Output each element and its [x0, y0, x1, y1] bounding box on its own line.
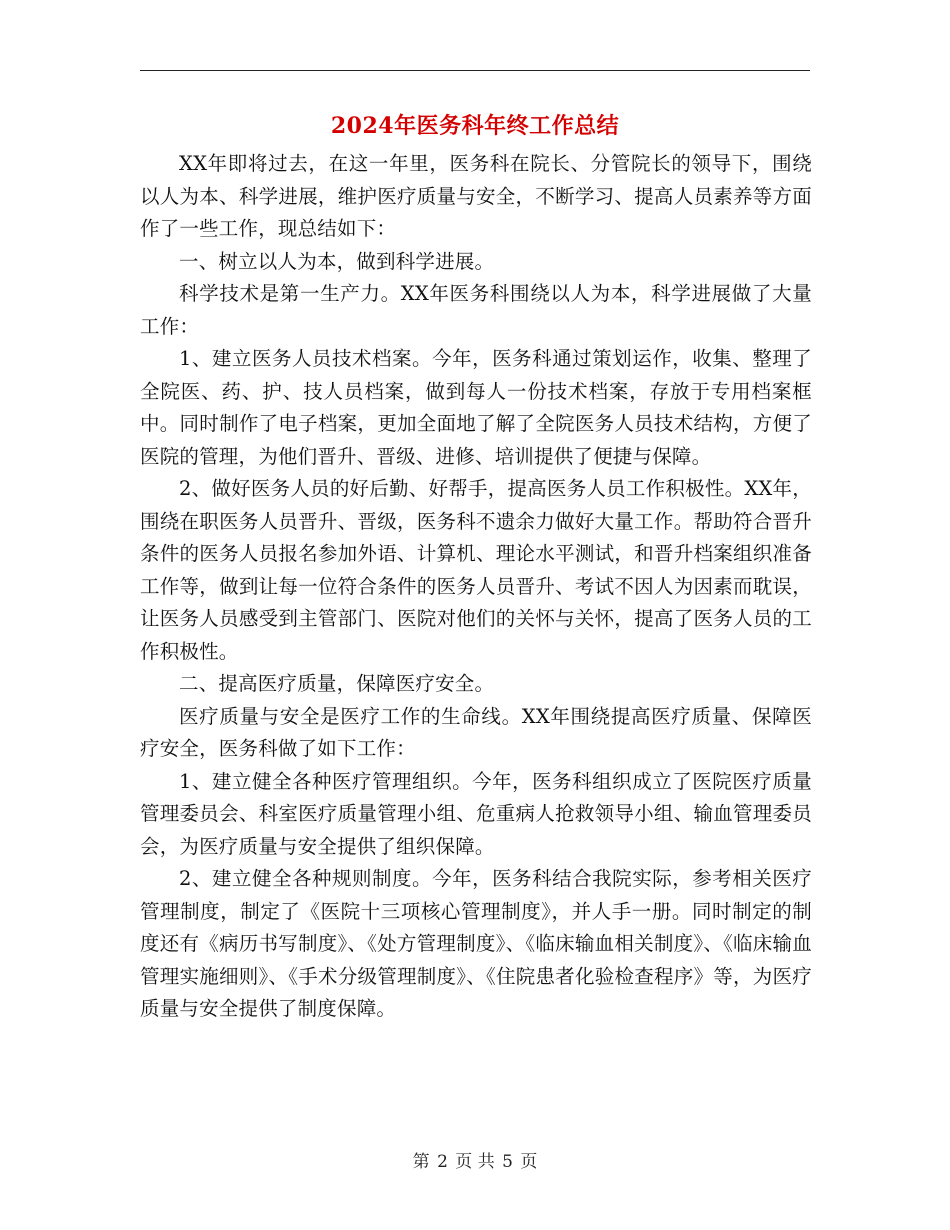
page-number-total: 5 [502, 1152, 513, 1172]
page-number-suffix: 页 [520, 1152, 538, 1172]
page-number-mid: 页 共 [455, 1152, 495, 1172]
paragraph-intro: XX年即将过去，在这一年里，医务科在院长、分管院长的领导下，围绕以人为本、科学进展，维护医疗质量与安全，不断学习、提高人员素养等方面作了一些工作，现总结如下： [140, 152, 812, 240]
paragraph: 2、做好医务人员的好后勤、好帮手，提高医务人员工作积极性。XX年，围绕在职医务人员晋升、晋级，医务科不遗余力做好大量工作。帮助符合晋升条件的医务人员报名参加外语、计算机、理论水平测试，和晋升档案组织准备工作等，做到让每一位符合条件的医务人员晋升、考试不因人为因素而耽误，让医务人员感受到主管部门、医院对他们的关怀与关怀，提高了医务人员的工作积极性。 [140, 477, 812, 663]
paragraph: 医疗质量与安全是医疗工作的生命线。XX年围绕提高医疗质量、保障医疗安全，医务科做了如下工作： [140, 704, 812, 760]
page-footer [0, 1150, 950, 1174]
paragraph: 1、建立医务人员技术档案。今年，医务科通过策划运作，收集、整理了全院医、药、护、技人员档案，做到每人一份技术档案，存放于专用档案框中。同时制作了电子档案，更加全面地了解了全院医务人员技术结构，方便了医院的管理，为他们晋升、晋级、进修、培训提供了便捷与保障。 [140, 347, 812, 468]
page-number-prefix: 第 [412, 1152, 430, 1172]
page-number-current: 2 [437, 1152, 448, 1172]
section-heading-1: 一、树立以人为本，做到科学进展。 [179, 249, 495, 273]
header-rule [140, 70, 810, 71]
paragraph: 1、建立健全各种医疗管理组织。今年，医务科组织成立了医院医疗质量管理委员会、科室医疗质量管理小组、危重病人抢救领导小组、输血管理委员会，为医疗质量与安全提供了组织保障。 [140, 769, 812, 858]
section-heading-2: 二、提高医疗质量，保障医疗安全。 [179, 672, 495, 695]
document-title: 2024年医务科年终工作总结 [330, 113, 620, 139]
document-body [140, 148, 812, 1026]
paragraph: 科学技术是第一生产力。XX年医务科围绕以人为本，科学进展做了大量工作： [140, 282, 812, 338]
paragraph: 2、建立健全各种规则制度。今年，医务科结合我院实际，参考相关医疗管理制度，制定了《医院十三项核心管理制度》，并人手一册。同时制定的制度还有《病历书写制度》、《处方管理制度》、《临床输血相关制度》、《临床输血管理实施细则》、《手术分级管理制度》、《住院患者化验检查程序》等，为医疗质量与安全提供了制度保障。 [140, 867, 812, 1020]
